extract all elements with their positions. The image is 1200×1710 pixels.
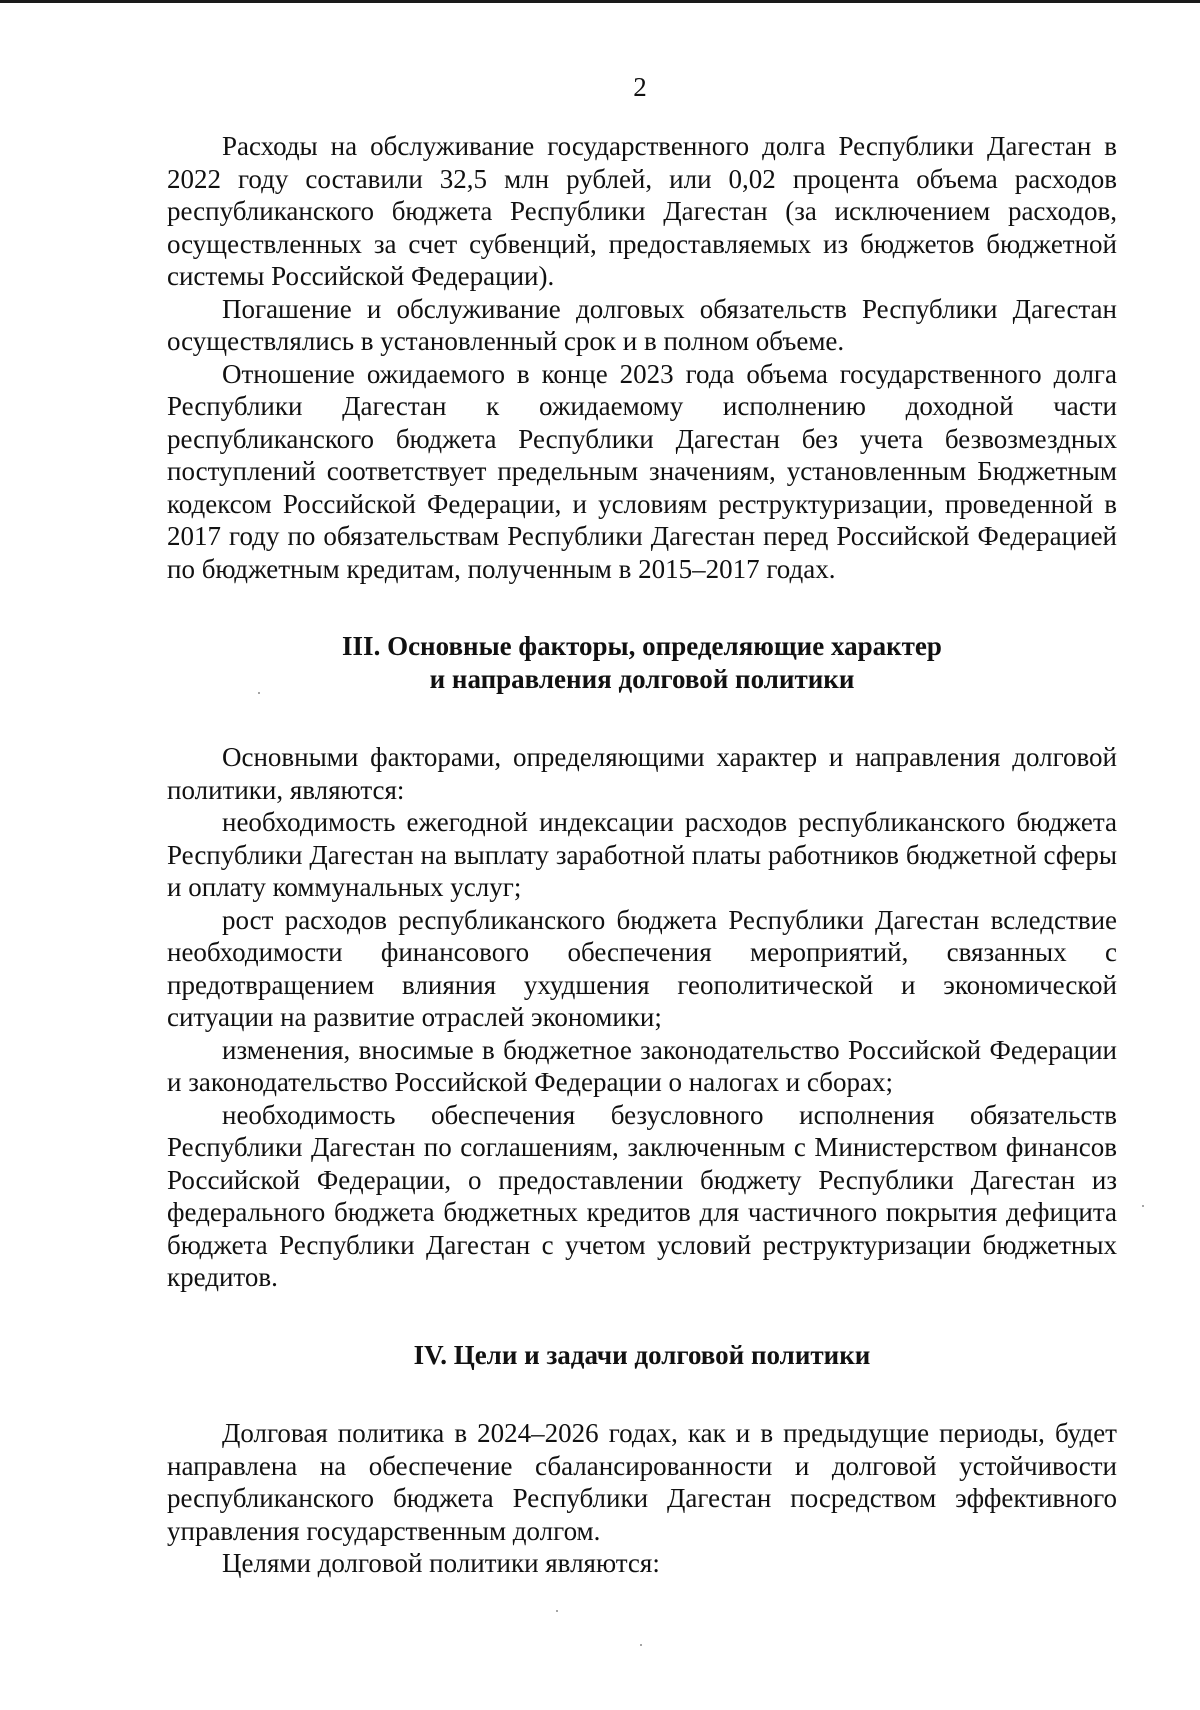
- paragraph-factor-obligations: необходимость обеспечения безусловного исполнения обязательств Республики Дагестан по соглашениям, заключенным с Министерством финансов Российской Федерации, о предоставлении бюджету Республики Дагестан из федерального бюджета бюджетных кредитов для частичного покрытия дефицита бюджета Республики Дагестан с учетом условий реструктуризации бюджетных кредитов.: [167, 1099, 1117, 1292]
- paragraph-policy-direction: Долговая политика в 2024–2026 годах, как и в предыдущие периоды, будет направлена на обеспечение сбалансированности и долговой устойчивости республиканского бюджета Республики Дагестан посредством эффективного управления государственным долгом.: [167, 1418, 1117, 1546]
- paragraph-factors-intro: Основными факторами, определяющими характер и направления долговой политики, являются:: [167, 742, 1117, 805]
- scan-speck: [258, 692, 260, 694]
- scan-speck: [640, 1644, 642, 1646]
- scan-top-edge: [0, 0, 1200, 3]
- section-3-heading: [167, 630, 1117, 695]
- scan-speck: [1142, 1205, 1144, 1207]
- page-number: 2: [633, 72, 647, 102]
- paragraph-debt-service: Расходы на обслуживание государственного долга Республики Дагестан в 2022 году составили 32,5 млн рублей, или 0,02 процента объема расходов республиканского бюджета Республики Дагестан (за исключением расходов, осуществленных за счет субвенций, предоставляемых из бюджетов бюджетной системы Российской Федерации).: [167, 131, 1117, 291]
- section-3-heading-line-1: III. Основные факторы, определяющие характер: [342, 631, 942, 661]
- scan-speck: [556, 1610, 558, 1612]
- paragraph-factor-spending-growth: рост расходов республиканского бюджета Республики Дагестан вследствие необходимости финансового обеспечения мероприятий, связанных с предотвращением влияния ухудшения геополитической и экономической ситуации на развитие отраслей экономики;: [167, 904, 1117, 1032]
- paragraph-factor-legislation: изменения, вносимые в бюджетное законодательство Российской Федерации и законодательство Российской Федерации о налогах и сборах;: [167, 1034, 1117, 1097]
- paragraph-factor-indexation: необходимость ежегодной индексации расходов республиканского бюджета Республики Дагестан на выплату заработной платы работников бюджетной сферы и оплату коммунальных услуг;: [167, 807, 1117, 902]
- paragraph-debt-ratio: Отношение ожидаемого в конце 2023 года объема государственного долга Республики Дагестан к ожидаемому исполнению доходной части республиканского бюджета Республики Дагестан без учета безвозмездных поступлений соответствует предельным значениям, установленным Бюджетным кодексом Российской Федерации, и условиям реструктуризации, проведенной в 2017 году по обязательствам Республики Дагестан перед Российской Федерацией по бюджетным кредитам, полученным в 2015–2017 годах.: [167, 358, 1117, 584]
- paragraph-policy-goals-intro: Целями долговой политики являются:: [222, 1548, 660, 1578]
- section-4-heading: IV. Цели и задачи долговой политики: [413, 1339, 871, 1370]
- document-body: [167, 130, 1117, 1580]
- section-3-heading-line-2: и направления долговой политики: [429, 663, 855, 694]
- paragraph-repayment: Погашение и обслуживание долговых обязательств Республики Дагестан осуществлялись в установленный срок и в полном объеме.: [167, 293, 1117, 356]
